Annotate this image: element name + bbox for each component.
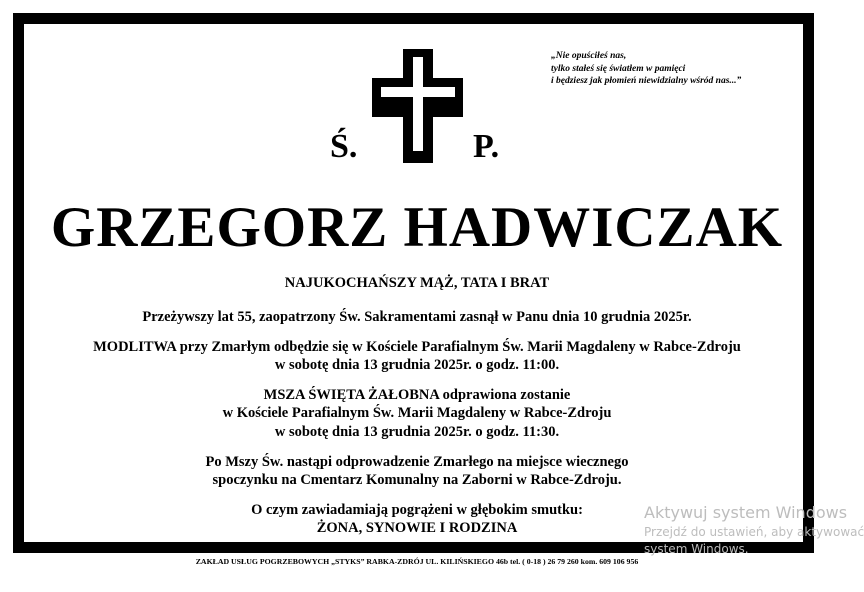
prayer-line-2: w sobotę dnia 13 grudnia 2025r. o godz. 11:00. xyxy=(274,357,560,373)
quote-line-3: i będziesz jak płomień niewidzialny wśród nas...” xyxy=(551,76,742,86)
prayer-line-1: MODLITWA przy Zmarłym odbędzie się w Kościele Parafialnym Św. Marii Magdaleny w Rabce-Zdroju xyxy=(93,339,741,355)
mass-line-3: w sobotę dnia 13 grudnia 2025r. o godz. 11:30. xyxy=(274,424,560,440)
family-signature: ŻONA, SYNOWIE I RODZINA xyxy=(316,520,518,536)
closing-line-1: O czym zawiadamiają pogrążeni w głębokim smutku: xyxy=(251,502,583,518)
deceased-name: GRZEGORZ HADWICZAK xyxy=(50,196,784,259)
quote-line-1: „Nie opuściłeś nas, xyxy=(551,51,627,61)
funeral-home-footer: ZAKŁAD USŁUG POGRZEBOWYCH „STYKS” RABKA-ZDRÓJ UL. KILIŃSKIEGO 46b tel. ( 0-18 ) 26 79 260 kom. 609 106 956 xyxy=(195,557,639,566)
epithet: NAJUKOCHAŃSZY MĄŻ, TATA I BRAT xyxy=(284,275,550,291)
biography: Przeżywszy lat 55, zaopatrzony Św. Sakramentami zasnął w Panu dnia 10 grudnia 2025r. xyxy=(142,309,692,325)
s-letter: Ś. xyxy=(330,128,358,165)
windows-activation-watermark xyxy=(644,502,864,558)
burial-line-1: Po Mszy Św. nastąpi odprowadzenie Zmarłego na miejsce wiecznego xyxy=(205,454,629,470)
burial-line-2: spoczynku na Cmentarz Komunalny na Zaborni w Rabce-Zdroju. xyxy=(212,472,622,488)
memorial-quote xyxy=(551,50,791,88)
cross-icon xyxy=(369,46,465,164)
quote-line-2: tylko stałeś się światłem w pamięci xyxy=(551,63,686,74)
watermark-subtitle-1: Przejdź do ustawień, aby aktywować xyxy=(644,525,864,539)
mass-line-1: MSZA ŚWIĘTA ŻAŁOBNA odprawiona zostanie xyxy=(263,387,571,403)
mass-line-2: w Kościele Parafialnym Św. Marii Magdaleny w Rabce-Zdroju xyxy=(222,405,612,421)
watermark-title: Aktywuj system Windows xyxy=(644,503,848,522)
watermark-subtitle-2: system Windows. xyxy=(644,542,749,556)
p-letter: P. xyxy=(473,128,500,165)
